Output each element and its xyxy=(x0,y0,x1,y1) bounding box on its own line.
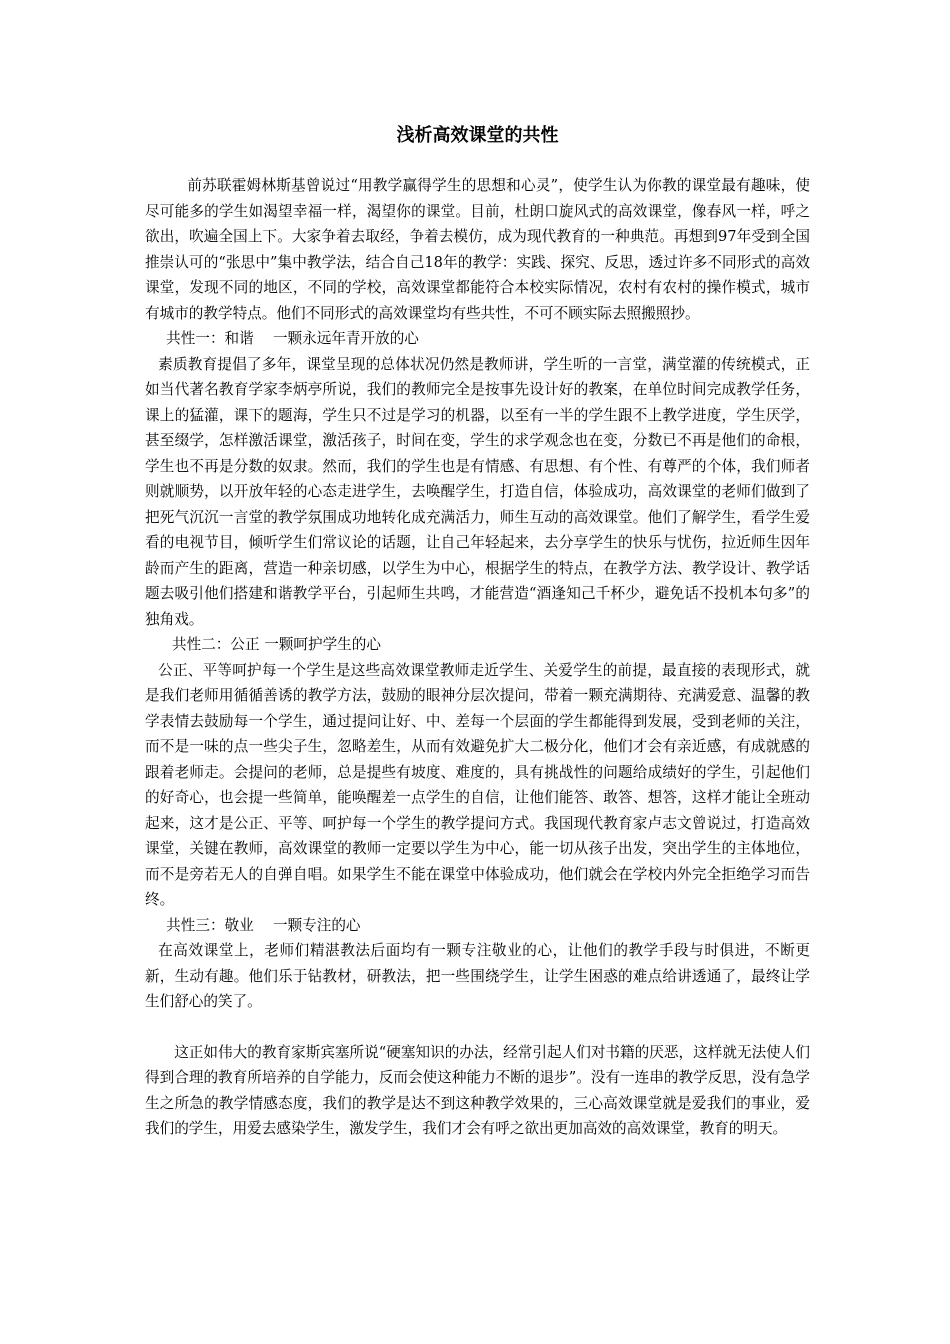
section-body-fairness: 公正、平等呵护每一个学生是这些高效课堂教师走近学生、关爱学生的前提，最直接的表现形式，就是我们老师用循循善诱的教学方法，鼓励的眼神分层次提问，带着一颗充满期待、充满爱意、温馨的教学表情去鼓励每一个学生，通过提问让好、中、差每一个层面的学生都能得到发展，受到老师的关注，而不是一味的点一些尖子生，忽略差生，从而有效避免扩大二极分化，他们才会有亲近感，有成就感的跟着老师走。会提问的老师，总是提些有坡度、难度的，具有挑战性的问题给成绩好的学生，引起他们的好奇心，也会提一些简单，能唤醒差一点学生的自信，让他们能答、敢答、想答，这样才能让全班动起来，这才是公正、平等、呵护每一个学生的教学提问方式。我国现代教育家卢志文曾说过，打造高效课堂，关键在教师，高效课堂的教师一定要以学生为中心，能一切从孩子出发，突出学生的主体地位，而不是旁若无人的自弹自唱。如果学生不能在课堂中体验成功，他们就会在学校内外完全拒绝学习而告终。 xyxy=(145,661,810,908)
section-heading-fairness: 共性二：公正 一颗呵护学生的心 xyxy=(172,636,381,653)
intro-paragraph: 前苏联霍姆林斯基曾说过“用教学赢得学生的思想和心灵”，使学生认为你教的课堂最有趣味，使尽可能多的学生如渴望幸福一样，渴望你的课堂。目前，杜朗口旋风式的高效课堂，像春风一样，呼之欲出，吹遍全国上下。大家争着去取经，争着去模仿，成为现代教育的一种典范。再想到97年受到全国推崇认可的“张思中”集中教学法，结合自己18年的教学：实践、探究、反思，透过许多不同形式的高效课堂，发现不同的地区，不同的学校，高效课堂都能符合本校实际情况，农村有农村的操作模式，城市有城市的教学特点。他们不同形式的高效课堂均有些共性，不可不顾实际去照搬照抄。 xyxy=(145,177,810,322)
section-body-harmony: 素质教育提倡了多年，课堂呈现的总体状况仍然是教师讲，学生听的一言堂，满堂灌的传统模式，正如当代著名教育学家李炳亭所说，我们的教师完全是按事先设计好的教案，在单位时间完成教学任务，课上的猛灌，课下的题海，学生只不过是学习的机器，以至有一半的学生跟不上教学进度，学生厌学，甚至缀学，怎样激活课堂，激活孩子，时间在变，学生的求学观念也在变，分数已不再是他们的命根，学生也不再是分数的奴隶。然而，我们的学生也是有情感、有思想、有个性、有尊严的个体，我们师者则就顺势，以开放年轻的心态走进学生，去唤醒学生，打造自信，体验成功，高效课堂的老师们做到了把死气沉沉一言堂的教学氛围成功地转化成充满活力，师生互动的高效课堂。他们了解学生，看学生爱看的电视节目，倾听学生们常议论的话题，让自己年轻起来，去分享学生的快乐与忧伤，拉近师生因年龄而产生的距离，营造一种亲切感，以学生为中心，根据学生的特点，在教学方法、教学设计、教学话题去吸引他们搭建和谐教学平台，引起师生共鸣，才能营造“酒逢知己千杯少，避免话不投机本句多”的独角戏。 xyxy=(145,355,810,628)
section-body-dedication: 在高效课堂上，老师们精湛教法后面均有一颗专注敬业的心，让他们的教学手段与时俱进，不断更新，生动有趣。他们乐于钻教材，研教法，把一些围绕学生，让学生困惑的难点给讲透通了，最终让学生们舒心的笑了。 xyxy=(145,942,810,1010)
document-title: 浅析高效课堂的共性 xyxy=(396,125,559,146)
section-heading-harmony: 共性一：和谐 一颗永远年青开放的心 xyxy=(166,330,419,347)
document-body xyxy=(145,122,810,1142)
section-heading-dedication: 共性三：敬业 一颗专注的心 xyxy=(166,916,361,934)
blank-line xyxy=(145,1015,810,1040)
closing-paragraph: 这正如伟大的教育家斯宾塞所说“硬塞知识的办法，经常引起人们对书籍的厌恶，这样就无法使人们得到合理的教育所培养的自学能力，反而会使这种能力不断的退步”。没有一连串的教学反思，没有急学生之所急的教学情感态度，我们的教学是达不到这种教学效果的，三心高效课堂就是爱我们的事业，爱我们的学生，用爱去感染学生，激发学生，我们才会有呼之欲出更加高效的高效课堂，教育的明天。 xyxy=(145,1043,810,1137)
